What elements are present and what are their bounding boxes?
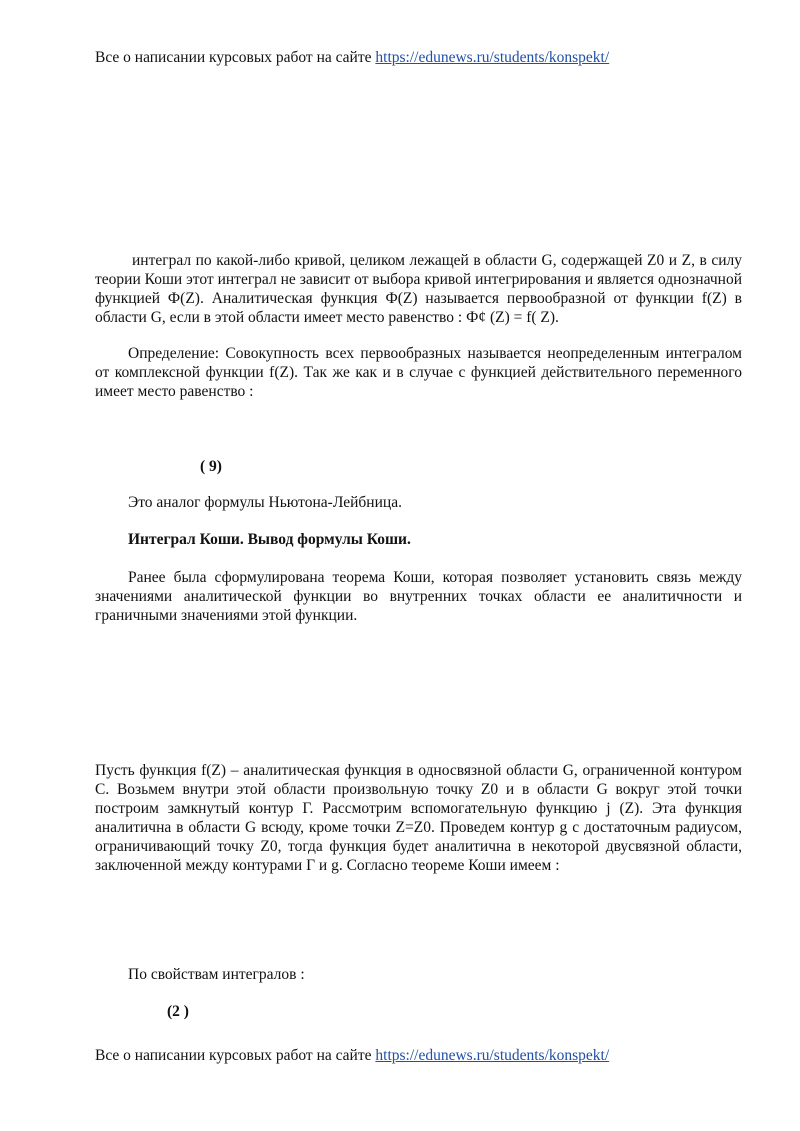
paragraph-newton-leibniz: Это аналог формулы Ньютона-Лейбница. [128,494,402,511]
page-footer [95,1046,609,1065]
paragraph-integral-properties: По свойствам интегралов : [128,966,305,983]
paragraph-antiderivative: интеграл по какой-либо кривой, целиком лежащей в области G, содержащей Z0 и Z, в силу теории Коши этот интеграл не зависит от выбора кривой интегрирования и является однозначной функцией Ф(Z). Аналитическая функция Ф(Z) называется первообразной от функции f(Z) в области G, если в этой области имеет место равенство : Ф¢ (Z) = f( Z). [95,252,742,326]
header-text: Все о написании курсовых работ на сайте [95,49,376,66]
paragraph-cauchy-theorem: Ранее была сформулирована теорема Коши, которая позволяет установить связь между значениями аналитической функции во внутренних точках области ее аналитичности и граничными значениями этой функции. [95,569,742,624]
paragraph-definition: Определение: Совокупность всех первообразных называется неопределенным интегралом от комплексной функции f(Z). Так же как и в случае с функцией действительного переменного имеет место равенство : [95,345,742,400]
paragraph-cauchy-derivation: Пусть функция f(Z) – аналитическая функция в односвязной области G, ограниченной контуром C. Возьмем внутри этой области произвольную точку Z0 и в области G вокруг этой точки построим замкнутый контур Г. Рассмотрим вспомогательную функцию j (Z). Эта функция аналитична в области G всюду, кроме точки Z=Z0. Проведем контур g с достаточным радиусом, ограничивающий точку Z0, тогда функция будет аналитична в некоторой двусвязной области, заключенной между контурами Г и g. Согласно теореме Коши имеем : [95,762,742,874]
section-heading: Интеграл Коши. Вывод формулы Коши. [128,531,411,548]
equation-number-2: (2 ) [167,1003,189,1020]
header-link[interactable]: https://edunews.ru/students/konspekt/ [375,49,610,66]
footer-link[interactable]: https://edunews.ru/students/konspekt/ [375,1047,610,1064]
equation-number-9: ( 9) [200,458,222,475]
page-header [95,48,609,67]
footer-text: Все о написании курсовых работ на сайте [95,1047,376,1064]
